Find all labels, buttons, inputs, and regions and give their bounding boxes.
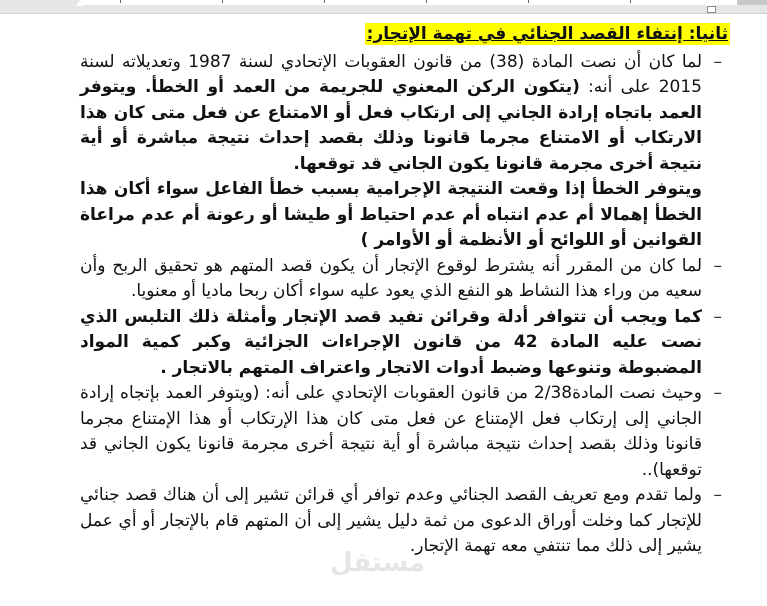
ruler-right-margin: [737, 0, 767, 5]
list-item-continuation: [80, 177, 730, 254]
ruler-tick: [528, 0, 529, 3]
ruler-tick: [324, 0, 325, 3]
list-item: [80, 381, 730, 483]
hanging-indent-marker-icon[interactable]: [707, 6, 716, 13]
dash-bullet-icon: –: [713, 383, 722, 403]
heading-row: [80, 22, 730, 48]
dash-bullet-icon: –: [713, 255, 722, 276]
ruler-tick: [426, 0, 427, 3]
list-item: [80, 50, 730, 178]
item-text: ولما تقدم ومع تعريف القصد الجنائي وعدم توافر أي قرائن تشير إلى أن هناك قصد جنائي للإتجار كما وخلت أوراق الدعوى من ثمة دليل يشير إلى أن المتهم قام بالإتجار أو أي عمل يشير إلى ذلك مما تنتفي معه تهمة الإتجار.: [80, 485, 702, 556]
item-text-bold: ويتوفر الخطأ إذا وقعت النتيجة الإجرامية بسبب خطأ الفاعل سواء أكان هذا الخطأ إهمالا أم عدم انتباه أم عدم احتياط أو طيشا أو رعونة أم عدم مراعاة القوانين أو اللوائح أو الأنظمة أو الأوامر ): [80, 179, 702, 250]
list-item: [80, 254, 730, 305]
document-page[interactable]: [80, 20, 730, 560]
list-item: [80, 305, 730, 382]
section-heading: ثانيا: إنتفاء القصد الجنائي في تهمة الإتجار:: [366, 24, 728, 44]
dash-bullet-icon: –: [713, 306, 722, 327]
left-indent-marker-icon[interactable]: [76, 0, 84, 6]
horizontal-ruler[interactable]: [0, 0, 767, 14]
ruler-tick: [222, 0, 223, 3]
item-text-bold: (يتكون الركن المعنوي للجريمة من العمد أو الخطأ. ويتوفر العمد باتجاه إرادة الجاني إلى ارتكاب فعل أو الامتناع عن فعل متى كان هذا الارتكاب أو الامتناع مجرما قانونا وذلك بقصد إحداث نتيجة مباشرة أو أية نتيجة أخرى مجرمة قانونا يكون الجاني قد توقعها.: [80, 77, 702, 174]
ruler-tick: [630, 0, 631, 3]
ruler-tick: [120, 0, 121, 3]
list-item: [80, 483, 730, 560]
item-text-bold: كما ويجب أن تتوافر أدلة وقرائن تفيد قصد الإتجار وأمثلة ذلك التلبس الذي نصت عليه المادة 42 من قانون الإجراءات الجزائية وكبر كمية المواد المضبوطة وتنوعها وضبط أدوات الاتجار واعتراف المتهم بالاتجار .: [80, 306, 703, 378]
item-text: وحيث نصت المادة2/38 من قانون العقوبات الإتحادي على أنه: (ويتوفر العمد بإتجاه إرادة الجاني إلى إرتكاب فعل الإمتناع عن فعل متى كان هذا الإرتكاب أو هذا الإمتناع مجرما قانونا وذلك بقصد إحداث نتيجة مباشرة أو أية نتيجة أخرى مجرمة قانونا يكون الجاني قد توقعها)..: [80, 383, 702, 480]
dash-bullet-icon: –: [713, 485, 722, 505]
item-text: لما كان أن نصت المادة (38) من قانون العقوبات الإتحادي لسنة 1987 وتعديلاته لسنة 2015 على أنه:: [80, 51, 703, 97]
watermark-logo: مستقل: [330, 548, 426, 578]
ruler-track: [80, 0, 737, 5]
item-text: لما كان من المقرر أنه يشترط لوقوع الإتجار أن يكون قصد المتهم هو تحقيق الربح وأن سعيه من وراء هذا النشاط هو النفع الذي يعود عليه سواء أكان ربحا ماديا أو معنويا.: [80, 255, 702, 301]
dash-bullet-icon: –: [713, 51, 722, 72]
